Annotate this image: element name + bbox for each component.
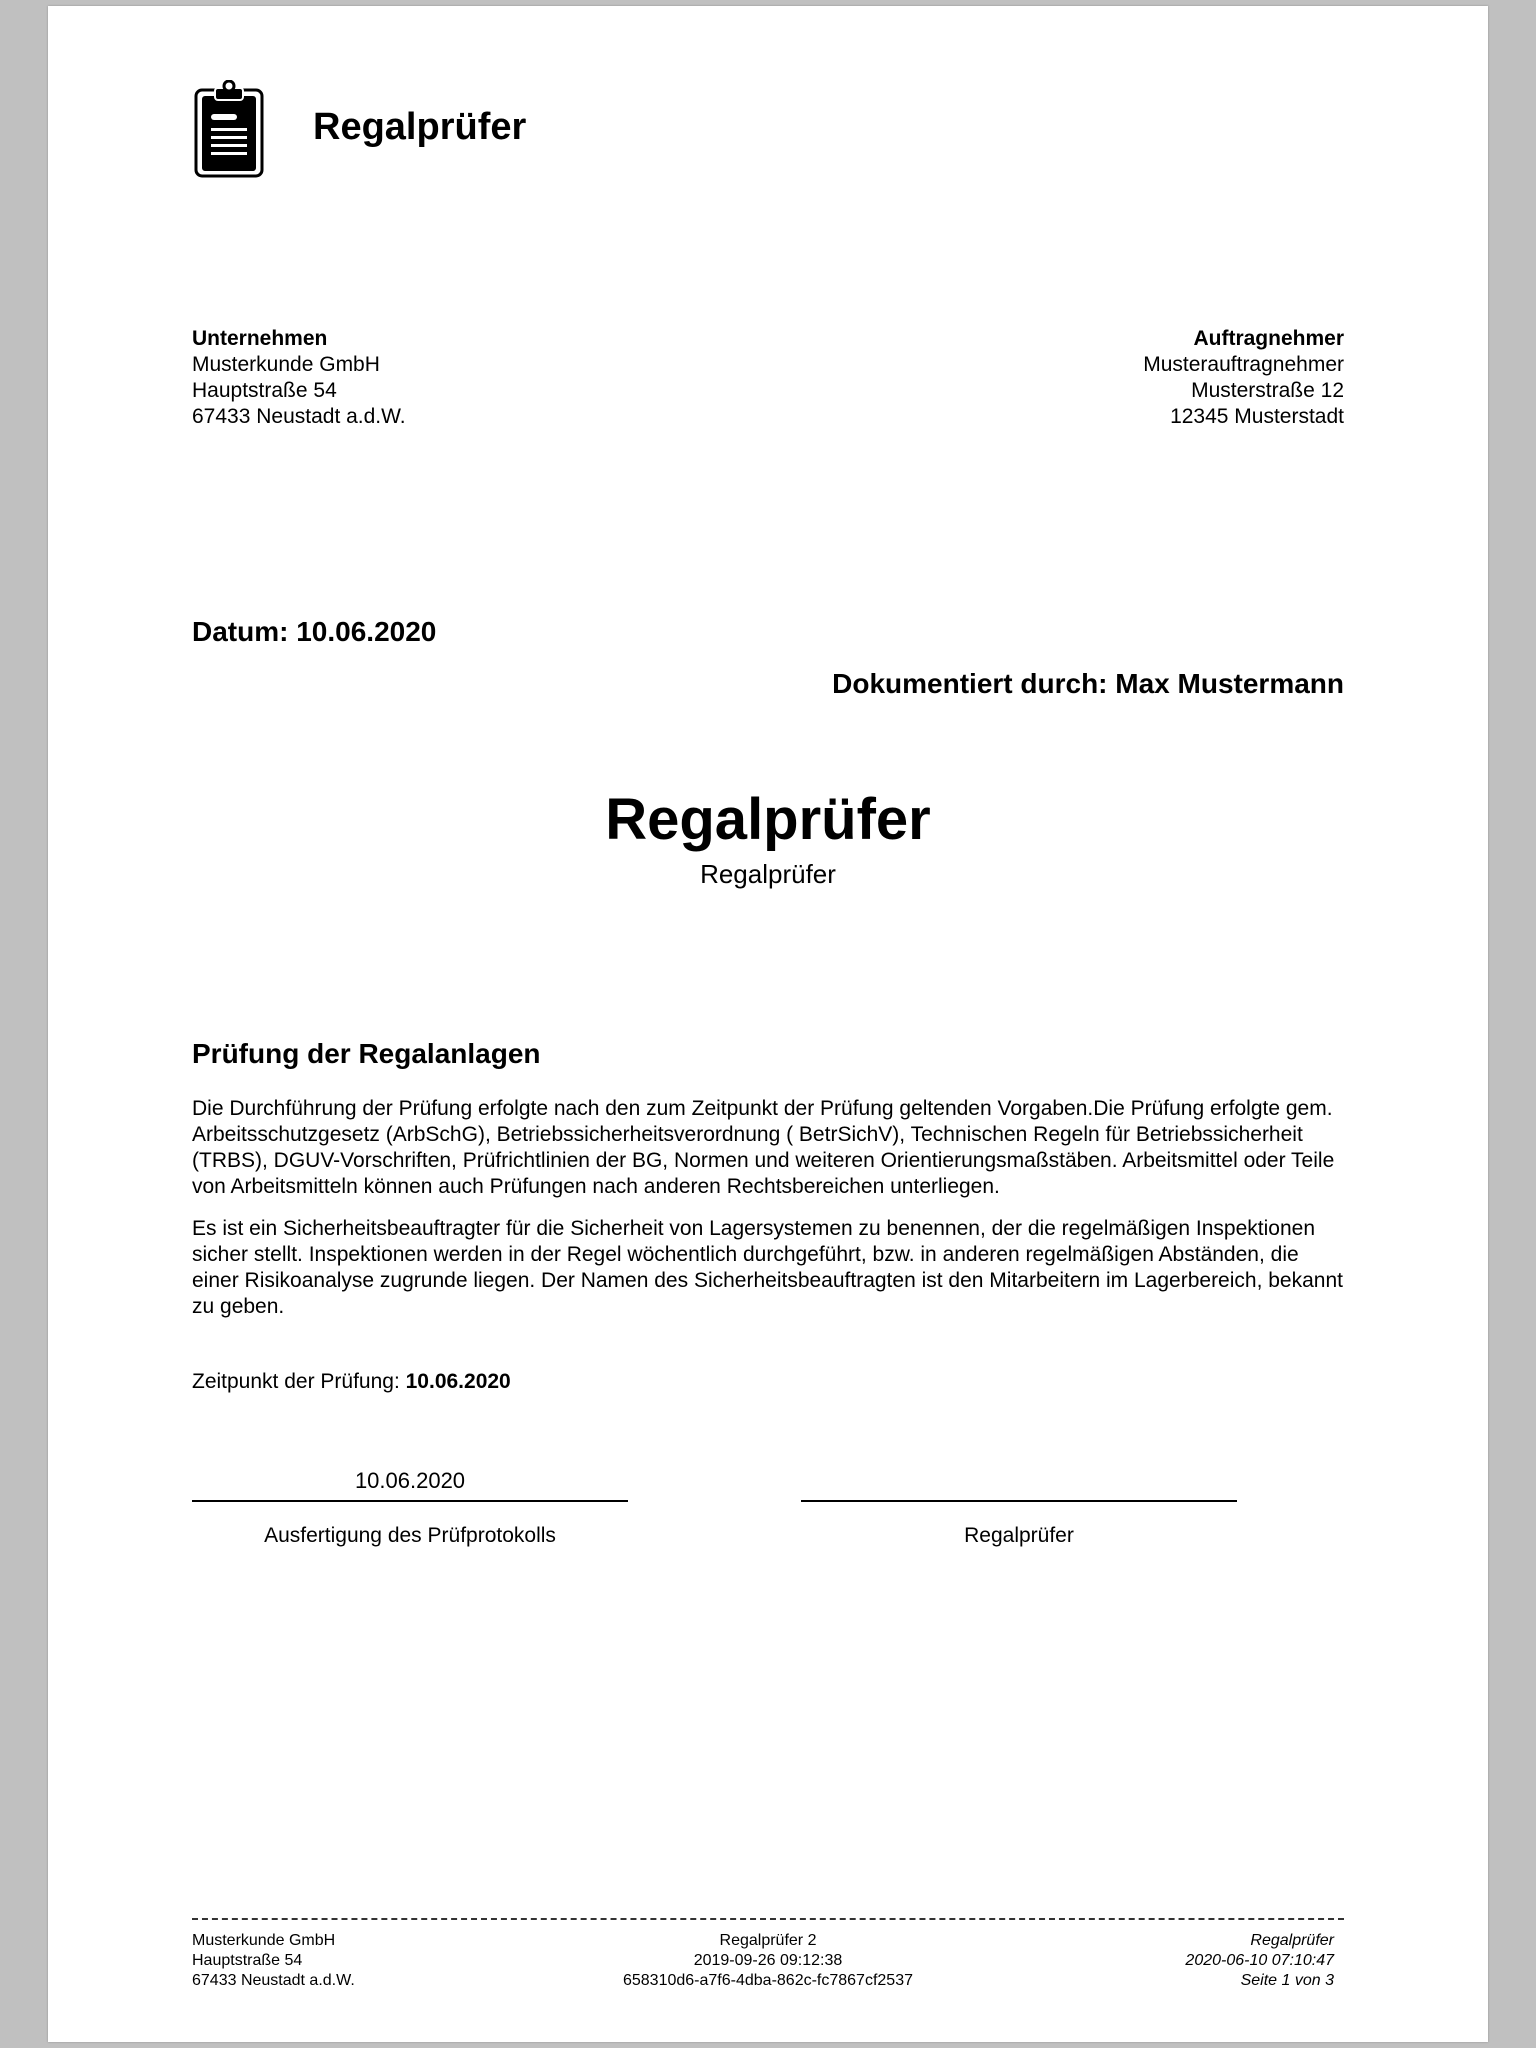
footer-left-line: Musterkunde GmbH [192, 1932, 336, 1949]
document-subtitle: Regalprüfer [700, 859, 836, 889]
footer-left-line: Hauptstraße 54 [192, 1952, 303, 1969]
footer-center-line: 2019-09-26 09:12:38 [693, 1952, 843, 1969]
footer-divider [192, 1918, 1344, 1920]
company-address [192, 326, 406, 430]
contractor-city: 12345 Musterstadt [1170, 405, 1344, 428]
signature-label-left: Ausfertigung des Prüfprotokolls [264, 1524, 556, 1547]
company-street: Hauptstraße 54 [192, 379, 337, 402]
document-title: Regalprüfer [605, 787, 931, 852]
clipboard-icon [193, 80, 265, 180]
footer-right-line: 2020-06-10 07:10:47 [1185, 1952, 1334, 1969]
company-heading: Unternehmen [192, 327, 328, 350]
inspection-time [192, 1370, 511, 1394]
documented-by: Dokumentiert durch: Max Mustermann [832, 668, 1344, 699]
footer-right-line: Regalprüfer [1250, 1932, 1334, 1949]
inspection-time-label: Zeitpunkt der Prüfung: [192, 1370, 406, 1393]
inspection-time-value: 10.06.2020 [405, 1370, 511, 1393]
contractor-street: Musterstraße 12 [1191, 379, 1344, 402]
section-heading: Prüfung der Regalanlagen [192, 1038, 541, 1069]
signature-line-right [801, 1500, 1237, 1502]
footer-center-line: 658310d6-a7f6-4dba-862c-fc7867cf2537 [622, 1972, 913, 1989]
footer-left-line: 67433 Neustadt a.d.W. [192, 1972, 355, 1989]
contractor-address [1143, 326, 1344, 430]
footer-center-line: Regalprüfer 2 [719, 1932, 817, 1949]
app-title: Regalprüfer [313, 106, 527, 148]
signature-label-right: Regalprüfer [964, 1524, 1074, 1547]
footer-right [1185, 1931, 1334, 1991]
section-paragraph-1: Die Durchführung der Prüfung erfolgte nach den zum Zeitpunkt der Prüfung geltenden Vorgaben.Die Prüfung erfolgte gem. Arbeitsschutzgesetz (ArbSchG), Betriebssicherheitsverordnung ( BetrSichV), Technischen Regeln für Betriebssicherheit (TRBS), DGUV-Vorschriften, Prüfrichtlinien der BG, Normen und weiteren Orientierungsmaßstäben. Arbeitsmittel oder Teile von Arbeitsmitteln können auch Prüfungen nach anderen Rechtsbereichen unterliegen. [192, 1097, 1335, 1198]
signature-line-left [192, 1500, 628, 1502]
page-number: Seite 1 von 3 [1240, 1972, 1334, 1989]
footer-center [518, 1931, 1018, 1991]
section-paragraph-2: Es ist ein Sicherheitsbeauftragter für die Sicherheit von Lagersystemen zu benennen, der die regelmäßigen Inspektionen sicher stellt. Inspektionen werden in der Regel wöchentlich durchgeführt, bzw. in anderen regelmäßigen Abständen, die einer Risikoanalyse zugrunde liegen. Der Namen des Sicherheitsbeauftragten ist den Mitarbeitern im Lagerbereich, bekannt zu geben. [192, 1217, 1343, 1318]
company-name: Musterkunde GmbH [192, 353, 380, 376]
document-date: Datum: 10.06.2020 [192, 616, 437, 647]
contractor-name: Musterauftragnehmer [1143, 353, 1344, 376]
contractor-heading: Auftragnehmer [1193, 327, 1344, 350]
document-page [48, 6, 1488, 2042]
signature-date-value: 10.06.2020 [354, 1468, 466, 1493]
company-city: 67433 Neustadt a.d.W. [192, 405, 406, 428]
footer-left [192, 1931, 355, 1991]
